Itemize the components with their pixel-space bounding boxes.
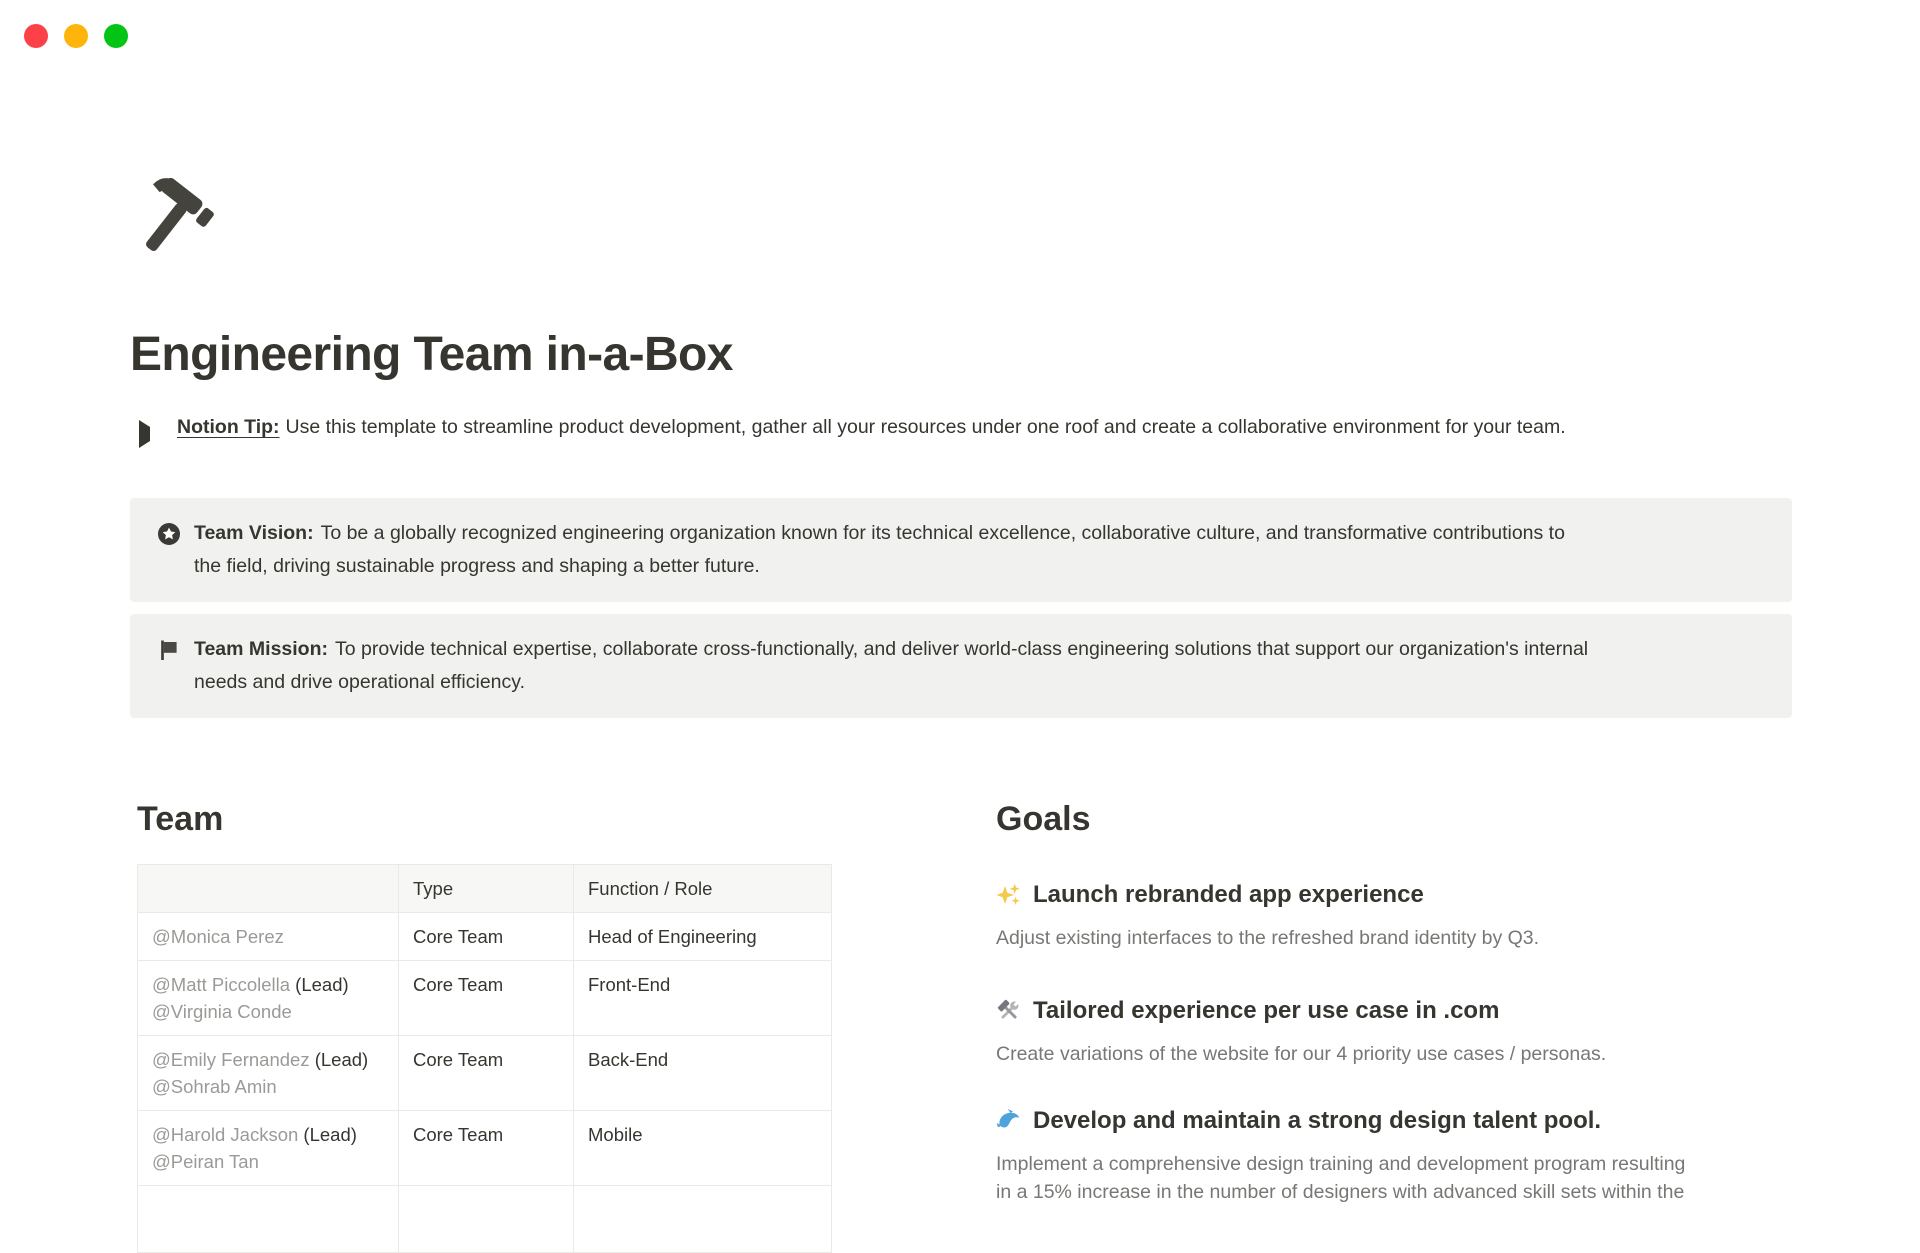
goal-description-line: Implement a comprehensive design training and development program resulting (996, 1153, 1686, 1175)
table-row (138, 1111, 832, 1186)
member-suffix: (Lead) (298, 1124, 357, 1145)
mention-virginia-conde[interactable]: @Virginia Conde (152, 1001, 292, 1022)
callout-line: To be a globally recognized engineering organization known for its technical excellence, collaborative culture, and transformative contributions to (320, 522, 1565, 544)
columns (130, 800, 1792, 1253)
notion-tip-text-block (177, 412, 1566, 442)
members-cell (138, 1111, 399, 1186)
callout-label: Team Vision: (194, 522, 314, 544)
flag-icon (156, 637, 182, 663)
notion-page (130, 0, 1792, 1253)
mention-monica-perez[interactable]: @Monica Perez (152, 926, 284, 947)
mention-peiran-tan[interactable]: @Peiran Tan (152, 1151, 259, 1172)
goal-title: Develop and maintain a strong design talent pool. (1033, 1107, 1602, 1134)
members-cell (138, 961, 399, 1036)
toggle-triangle-icon[interactable] (139, 420, 161, 448)
type-cell (399, 1186, 574, 1253)
window-controls (24, 24, 128, 48)
page-title: Engineering Team in-a-Box (130, 328, 733, 381)
callout-text (194, 633, 1588, 699)
type-cell: Core Team (399, 1111, 574, 1186)
goal-title: Launch rebranded app experience (1033, 881, 1424, 908)
team-column (130, 800, 996, 1253)
members-cell (138, 1186, 399, 1253)
callout-line: the field, driving sustainable progress and shaping a better future. (194, 555, 760, 577)
table-header-members[interactable] (138, 865, 399, 913)
hammer-icon (134, 178, 214, 258)
table-row (138, 961, 832, 1036)
type-cell: Core Team (399, 1036, 574, 1111)
zoom-button[interactable] (104, 24, 128, 48)
role-cell: Front-End (574, 961, 832, 1036)
goals-column (996, 800, 1792, 1253)
mention-sohrab-amin[interactable]: @Sohrab Amin (152, 1076, 277, 1097)
page-icon[interactable] (134, 178, 214, 258)
type-cell: Core Team (399, 961, 574, 1036)
table-header-row (138, 865, 832, 913)
members-cell (138, 913, 399, 961)
callout-label: Team Mission: (194, 638, 328, 660)
table-row (138, 1036, 832, 1111)
goal-description: Create variations of the website for our 4 priority use cases / personas. (996, 1043, 1607, 1065)
role-cell: Back-End (574, 1036, 832, 1111)
member-suffix: (Lead) (309, 1049, 369, 1070)
goals-heading: Goals (996, 800, 1091, 838)
minimize-button[interactable] (64, 24, 88, 48)
members-cell (138, 1036, 399, 1111)
goal-description-line: in a 15% increase in the number of designers with advanced skill sets within the (996, 1181, 1685, 1203)
callout-text (194, 517, 1565, 583)
goal-item (996, 994, 1792, 1068)
goal-title: Tailored experience per use case in .com (1033, 997, 1500, 1024)
role-cell (574, 1186, 832, 1253)
goal-item (996, 878, 1792, 952)
goal-description: Adjust existing interfaces to the refreshed brand identity by Q3. (996, 927, 1540, 949)
callout-line: needs and drive operational efficiency. (194, 671, 525, 693)
hammer-wrench-icon (996, 998, 1022, 1024)
team-heading: Team (137, 800, 224, 838)
sparkles-icon (996, 882, 1022, 908)
mention-matt-piccolella[interactable]: @Matt Piccolella (152, 974, 291, 995)
table-row-partial (138, 1186, 832, 1253)
role-cell: Mobile (574, 1111, 832, 1186)
type-cell: Core Team (399, 913, 574, 961)
callout-team-mission (130, 614, 1792, 718)
notion-tip-text: Use this template to streamline product development, gather all your resources under one roof and create a collaborative environment for your team. (285, 416, 1566, 438)
dolphin-icon (996, 1108, 1022, 1134)
star-circle-icon (156, 521, 182, 547)
role-cell: Head of Engineering (574, 913, 832, 961)
callout-team-vision (130, 498, 1792, 602)
goal-item (996, 1104, 1792, 1206)
goal-title-row (996, 878, 1792, 911)
table-header-role[interactable]: Function / Role (574, 865, 832, 913)
team-table (137, 864, 832, 1253)
mention-emily-fernandez[interactable]: @Emily Fernandez (152, 1049, 310, 1070)
mention-harold-jackson[interactable]: @Harold Jackson (152, 1124, 299, 1145)
goal-title-row (996, 994, 1792, 1027)
callout-line: To provide technical expertise, collaborate cross-functionally, and deliver world-class engineering solutions that support our organization's internal (335, 638, 1589, 660)
member-suffix: (Lead) (290, 974, 349, 995)
close-button[interactable] (24, 24, 48, 48)
table-header-type[interactable]: Type (399, 865, 574, 913)
notion-tip-label: Notion Tip: (177, 416, 280, 438)
notion-tip-row (130, 412, 1792, 448)
table-row (138, 913, 832, 961)
goal-description (996, 1150, 1792, 1206)
goal-title-row (996, 1104, 1792, 1137)
